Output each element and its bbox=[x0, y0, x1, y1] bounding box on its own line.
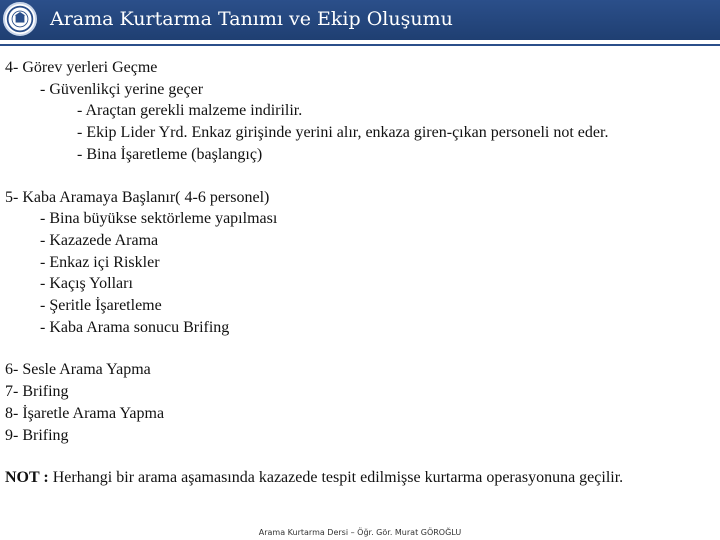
list-item: - Ekip Lider Yrd. Enkaz girişinde yerini alır, enkaza giren-çıkan personeli not eder. bbox=[77, 124, 609, 142]
title-divider bbox=[0, 44, 720, 46]
university-seal-icon bbox=[3, 2, 37, 36]
slide-title: Arama Kurtarma Tanımı ve Ekip Oluşumu bbox=[50, 8, 453, 30]
section-heading: 5- Kaba Aramaya Başlanır( 4-6 personel) bbox=[5, 188, 270, 206]
list-item: - Enkaz içi Riskler bbox=[40, 253, 160, 271]
step-item: 7- Brifing bbox=[5, 383, 69, 401]
note-text: Herhangi bir arama aşamasında kazazede tespit edilmişse kurtarma operasyonuna geçilir. bbox=[48, 469, 624, 487]
note-paragraph bbox=[5, 467, 685, 489]
list-item: - Kaba Arama sonucu Brifing bbox=[40, 318, 230, 336]
list-item: - Bina İşaretleme (başlangıç) bbox=[77, 145, 263, 163]
section-heading: 4- Görev yerleri Geçme bbox=[5, 59, 158, 76]
list-item: - Kaçış Yolları bbox=[40, 275, 133, 293]
step-item: 6- Sesle Arama Yapma bbox=[5, 361, 151, 379]
slide-body bbox=[5, 57, 685, 489]
section-subitem: - Güvenlikçi yerine geçer bbox=[40, 80, 204, 98]
footer-credit: Arama Kurtarma Dersi – Öğr. Gör. Murat GÖROĞLU bbox=[258, 528, 462, 537]
step-item: 9- Brifing bbox=[5, 426, 69, 444]
list-item: - Şeritle İşaretleme bbox=[40, 297, 162, 315]
list-item: - Kazazede Arama bbox=[40, 231, 159, 249]
title-bar bbox=[0, 0, 720, 40]
list-item: - Bina büyükse sektörleme yapılması bbox=[40, 210, 278, 228]
note-label: NOT : bbox=[5, 469, 49, 487]
step-item: 8- İşaretle Arama Yapma bbox=[5, 404, 165, 422]
list-item: - Araçtan gerekli malzeme indirilir. bbox=[77, 102, 303, 120]
